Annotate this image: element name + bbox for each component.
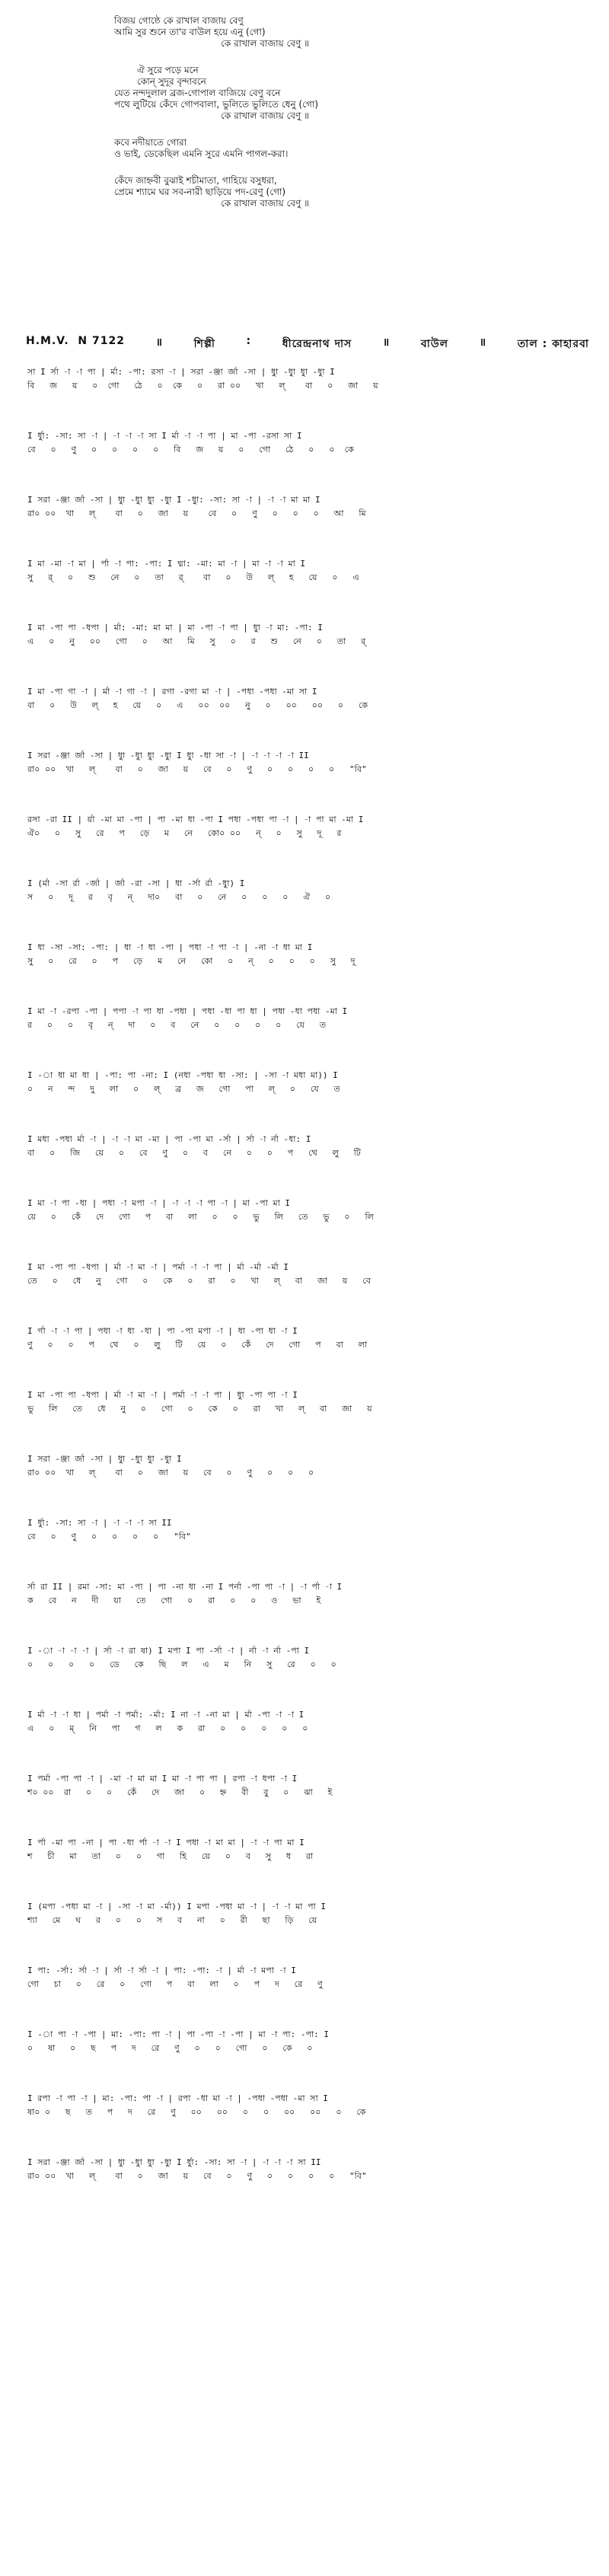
- lyric-line: পথে লুটিয়ে কেঁদে গোপবালা, ভুলিতে ভুলিতে ধেনু (গো): [114, 99, 319, 110]
- notation-row: [27, 559, 591, 623]
- swara-line: রসা -রা II | র্য়া -মা মা -পা | পা -মা ধা -পা I পধা -পধা পা -া | -া পা মা -মা I: [27, 815, 364, 824]
- swara-line: I সরা -ঞ্জা র্জা -সা | ধুা -ধুা ধুা -ধুা I -ধুা: -সা: সা -া | -া -া মা মা I: [27, 495, 320, 505]
- swara-line: I মা -া -রপা -পা | পপা -া পা ধা -পধা | পধা -ধা পা ধা | পধা -ধা পধা -মা I: [27, 1006, 348, 1016]
- swara-line: সা I র্সা -া -া পা | র্মা: -পা: রসা -া | সরা -ঞ্জা র্জা -সা | ধুা -ধুা ধুা -ধুা I: [27, 367, 335, 377]
- notation-row: [27, 1262, 591, 1326]
- lyric-syllables-line: ০ ০ ০ ০ ডে কে ছি ল এ ম নি সু রে ০ ০: [27, 1659, 336, 1669]
- lyric-line: কে রাখাল বাজায় বেণু ॥: [221, 110, 309, 121]
- swara-line: I (র্মা -সা র্রা -র্জা | র্জা -রা -সা | ধা -র্সা র্রা -ধুা) I: [27, 878, 245, 888]
- lyric-syllables-line: তে ০ ধে নু গো ০ কে ০ রা ০ খা ল্ বা জা য় বে: [27, 1276, 371, 1286]
- lyric-syllables-line: ষা০ ০ ছ ত প দ রে ণু ০০ ০০ ০ ০ ০০ ০০ ০ কে: [27, 2107, 366, 2117]
- notation-row: [27, 1965, 591, 2029]
- swara-line: I মা -পা পা -ধপা | র্মা: -মা: মা মা | মা -পা -া পা | ধুা -া মা: -পা: I: [27, 623, 323, 633]
- header-colon: :: [246, 335, 252, 347]
- record-header: [26, 335, 589, 353]
- header-separator: ॥: [155, 336, 163, 349]
- notation-row: [27, 1838, 591, 1902]
- swara-line: I র্মা -া -া ধা | পর্মা -া পর্মা: -র্মা: I না -া -না মা | র্মা -পা -া -া I: [27, 1710, 304, 1720]
- lyric-line: বিজয় গোষ্ঠে কে রাখাল বাজায় বেণু: [114, 15, 244, 26]
- swara-line: র্সা রা II | রমা -সা: মা -পা | পা -না ধা -না I পর্না -পা পা -া | -া ৰ্পা -া I: [27, 1582, 343, 1592]
- swara-line: I মা -া পা -ধা | পধা -া মপা -া | -া -া -া পা -া | মা -পা মা I: [27, 1198, 290, 1208]
- raga-name: বাউল: [420, 338, 449, 350]
- notation-row: [27, 942, 591, 1006]
- notation-row: [27, 1582, 591, 1646]
- lyric-line: কে রাখাল বাজায় বেণু ॥: [221, 198, 309, 209]
- swara-line: I পা: -র্সা: র্সা -া | র্সা -া র্সা -া | পা: -পা: -া | র্মা -া মপা -া I: [27, 1965, 296, 1975]
- lyric-syllables-line: শ্যা মে ঘ র ০ ০ স ব না ০ রী ছা ড়ি য়ে: [27, 1915, 317, 1925]
- lyrics-stanza: [114, 65, 571, 122]
- lyric-line: আমি সুর শুনে তা'র বাউল হয়ে এনু (গো): [114, 27, 266, 37]
- lyric-syllables-line: বে ০ ণু ০ ০ ০ ০ বি জ য় ০ গো ঠে ০ ০ কে: [27, 445, 354, 454]
- lyric-syllables-line: রা০ ০০ খা ল্ বা ০ জা য় বে ০ ণু ০ ০ ০ আ মি: [27, 509, 366, 518]
- notation-row: [27, 687, 591, 751]
- lyrics-section: [114, 15, 571, 225]
- lyric-syllables-line: এ ০ নু ০০ গো ০ আ মি সু ০ র শু নে ০ তা র্: [27, 636, 366, 646]
- notation-row: [27, 2093, 591, 2157]
- swara-line: I সরা -ঞ্জা র্জা -সা | ধুা -ধুা ধুা -ধুা I: [27, 1454, 182, 1464]
- notation-row: [27, 1134, 591, 1198]
- swara-line: I মা -মা -া মা | র্পা -া পা: -পা: I ধ্মা: -মা: মা -া | মা -া -া মা I: [27, 559, 306, 569]
- header-separator: ॥: [479, 336, 487, 349]
- swara-line: I সরা -ঞ্জা র্জা -সা | ধুা -ধুা ধুা -ধুা I ধুা -ধা সা -া | -া -া -া -া II: [27, 751, 309, 760]
- swara-line: I র্গা -া -া পা | পধা -া ধা -ধা | পা -পা মপা -া | ধা -পা ধা -া I: [27, 1326, 298, 1336]
- notation-row: [27, 878, 591, 942]
- swara-line: I পর্মা -পা পা -া | -মা -া মা মা I মা -া পা পা | রপা -া ধপা -া I: [27, 1774, 298, 1784]
- notation-row: [27, 1710, 591, 1774]
- swara-line: I -া পা -া -পা | মা: -পা: পা -া | পা -পা -া -পা | মা -া পা: -পা: I: [27, 2029, 330, 2039]
- lyric-line: কেঁদে জাহ্নবী বুঝাই শচীমাতা, গাহিয়ে বসুধরা,: [114, 175, 277, 186]
- record-number: H.M.V. N 7122: [26, 335, 125, 347]
- lyric-line: প্রেমে শ্যামে ঘর সব-নারী ছাড়িয়ে পদ-রেণু (গো): [114, 187, 286, 197]
- swara-line: I সরা -ঞ্জা র্জা -সা | ধুা -ধুা ধুা -ধুা I র্ধুা: -সা: সা -া | -া -া -া সা II: [27, 2157, 321, 2167]
- notation-row: [27, 1006, 591, 1070]
- notation-row: [27, 1518, 591, 1582]
- lyric-syllables-line: সু র্ ০ শু নে ০ তা র্ বা ০ উ ল্ হ য়ে ০ এ: [27, 572, 359, 582]
- lyric-syllables-line: ণু ০ ০ প থে ০ লু টি য়ে ০ কেঁ দে গো প বা লা: [27, 1340, 368, 1350]
- lyric-syllables-line: ঐ০ ০ সু রে প ড়ে ম নে কো০ ০০ ন্ ০ সু দূ র: [27, 828, 342, 838]
- lyric-syllables-line: র ০ ০ বৃ ন্ দা ০ ব নে ০ ০ ০ ০ যে ত: [27, 1020, 327, 1030]
- lyrics-stanza: [114, 137, 571, 160]
- lyrics-stanza: [114, 175, 571, 209]
- lyric-syllables-line: ভু লি তে ধে নু ০ গো ০ কে ০ রা খা ল্ বা জা য়: [27, 1404, 372, 1414]
- lyric-syllables-line: গো চা ০ রে ০ গো প বা লা ০ প দ রে ণু: [27, 1979, 323, 1989]
- notation-row: [27, 2157, 591, 2221]
- lyric-syllables-line: য়ে ০ কেঁ দে গো প বা লা ০ ০ ভু লি তে ভু ০ লি: [27, 1212, 374, 1222]
- swara-line: I -া ধা মা ধা | -পা: পা -না: I (নধা -পধা ধা -সা: | -সা -া মধা মা)) I: [27, 1070, 338, 1080]
- swara-line: I মা -পা পা -ধপা | র্মা -া মা -া | পর্মা -া -া পা | র্মা -র্মা -র্মা I: [27, 1262, 289, 1272]
- lyric-syllables-line: বা ০ উ ল্ হ য়ে ০ এ ০০ ০০ নু ০ ০০ ০০ ০ কে: [27, 700, 368, 710]
- notation-row: [27, 1070, 591, 1134]
- notation-row: [27, 1774, 591, 1838]
- notation-row: [27, 1198, 591, 1262]
- notation-row: [27, 751, 591, 815]
- lyric-line: যেত নন্দদুলাল ব্রজ-গোপাল বাজিয়ে বেণু বনে: [114, 88, 281, 98]
- lyric-line: ঐ সুরে পড়ে মনে: [137, 65, 199, 75]
- notation-section: [27, 367, 591, 2221]
- lyric-syllables-line: রা০ ০০ খা ল্ বা ০ জা য় বে ০ ণু ০ ০ ০ ০ "বি": [27, 764, 367, 774]
- header-separator: ॥: [382, 336, 391, 349]
- lyric-line: কে রাখাল বাজায় বেণু ॥: [221, 38, 309, 49]
- lyric-syllables-line: ০ ন ন্দ দু লা ০ ল্ ব্র জ গো পা ল্ ০ যে ত: [27, 1084, 340, 1094]
- lyric-syllables-line: ক বে ন দী য়া তে গো ০ রা ০ ০ ও ভা ই: [27, 1596, 321, 1605]
- lyric-line: কোন্ সুদূর বৃন্দাবনে: [137, 76, 206, 87]
- swara-line: I -া -া -া -া | র্সা -া রা ষা) I মপা I পা -র্সা -া | র্না -া র্না -পা I: [27, 1646, 310, 1656]
- notation-row: [27, 431, 591, 495]
- artist-label: শিল্পী: [193, 338, 215, 350]
- lyric-syllables-line: বি জ য় ০ গো ঠে ০ কে ০ রা ০০ খা ল্ বা ০ জা য়: [27, 381, 378, 391]
- notation-row: [27, 495, 591, 559]
- notation-row: [27, 623, 591, 687]
- swara-line: I মধা -পধা র্মা -া | -া -া মা -মা | পা -পা মা -র্সা | র্সা -া র্না -ধা: I: [27, 1134, 311, 1144]
- notation-row: [27, 367, 591, 431]
- swara-line: I মা -পা গা -া | র্মা -া গা -া | রগা -রগা মা -া | -পধা -পধা -মা সা I: [27, 687, 317, 697]
- swara-line: I র্ধুা: -সা: সা -া | -া -া -া সা I র্মা -া -া পা | মা -পা -রসা সা I: [27, 431, 302, 441]
- lyric-syllables-line: এ ০ ম্ নি পা গ ল ক রা ০ ০ ০ ০ ০: [27, 1723, 308, 1733]
- notation-row: [27, 815, 591, 878]
- lyric-syllables-line: শ চী মা তা ০ ০ গা হি য়ে ০ ব সু ধ রা: [27, 1851, 314, 1861]
- notation-row: [27, 1390, 591, 1454]
- notation-row: [27, 1646, 591, 1710]
- lyrics-stanza: [114, 15, 571, 49]
- tala-name: তাল : কাহারবা: [517, 338, 589, 350]
- lyric-syllables-line: রা০ ০০ খা ল্ বা ০ জা য় বে ০ ণু ০ ০ ০: [27, 1468, 314, 1478]
- artist-name: ধীরেন্দ্রনাথ দাস: [282, 338, 352, 350]
- lyric-syllables-line: সু ০ রে ০ প ড়ে ম নে কো ০ ন্ ০ ০ ০ সু দূ: [27, 956, 356, 966]
- swara-line: I ধা -সা -সা: -পা: | ধা -া ধা -পা | পধা -া পা -া | -না -া ধা মা I: [27, 942, 313, 952]
- swara-line: I র্পা -মা পা -না | পা -ধা র্পা -া -া I পধা -া মা মা | -া -া পা মা I: [27, 1838, 304, 1848]
- swara-line: I রপা -া পা -া | মা: -পা: পা -া | রপা -ধা মা -া | -পধা -পধা -মা সা I: [27, 2093, 328, 2103]
- notation-row: [27, 1902, 591, 1965]
- lyric-syllables-line: বা ০ জি য়ে ০ বে ণু ০ ব নে ০ ০ প থে লু টি: [27, 1148, 361, 1158]
- lyric-syllables-line: ০ ষা ০ ছ প দ রে ণু ০ ০ গো ০ কে ০: [27, 2043, 313, 2053]
- notation-row: [27, 2029, 591, 2093]
- lyric-line: ও ভাই, ডেকেছিল এমনি সুরে এমনি পাগল-করা।: [114, 148, 289, 159]
- swara-line: I মা -পা পা -ধপা | র্মা -া মা -া | পর্মা -া -া পা | ধুা -পা পা -া I: [27, 1390, 298, 1400]
- lyric-line: কবে নদীয়াতে গোরা: [114, 137, 187, 148]
- swara-line: I র্ধুা: -সা: সা -া | -া -া -া সা II: [27, 1518, 172, 1528]
- lyric-syllables-line: রা০ ০০ খা ল্ বা ০ জা য় বে ০ ণু ০ ০ ০ ০ "বি": [27, 2171, 367, 2181]
- notation-row: [27, 1454, 591, 1518]
- notation-row: [27, 1326, 591, 1390]
- swara-line: I (মপা -পধা মা -া | -সা -া মা -র্মা)) I মপা -পধা মা -া | -া -া মা পা I: [27, 1902, 326, 1911]
- lyric-syllables-line: স ০ দূ র বৃ ন্ দা০ বা ০ নে ০ ০ ০ ঐ ০: [27, 892, 331, 902]
- lyric-syllables-line: শ০ ০০ রা ০ ০ কেঁ দে জা ০ হ্ন বী বু ০ ঝা ই: [27, 1787, 333, 1797]
- lyric-syllables-line: বে ০ ণু ০ ০ ০ ০ "বি": [27, 1532, 191, 1541]
